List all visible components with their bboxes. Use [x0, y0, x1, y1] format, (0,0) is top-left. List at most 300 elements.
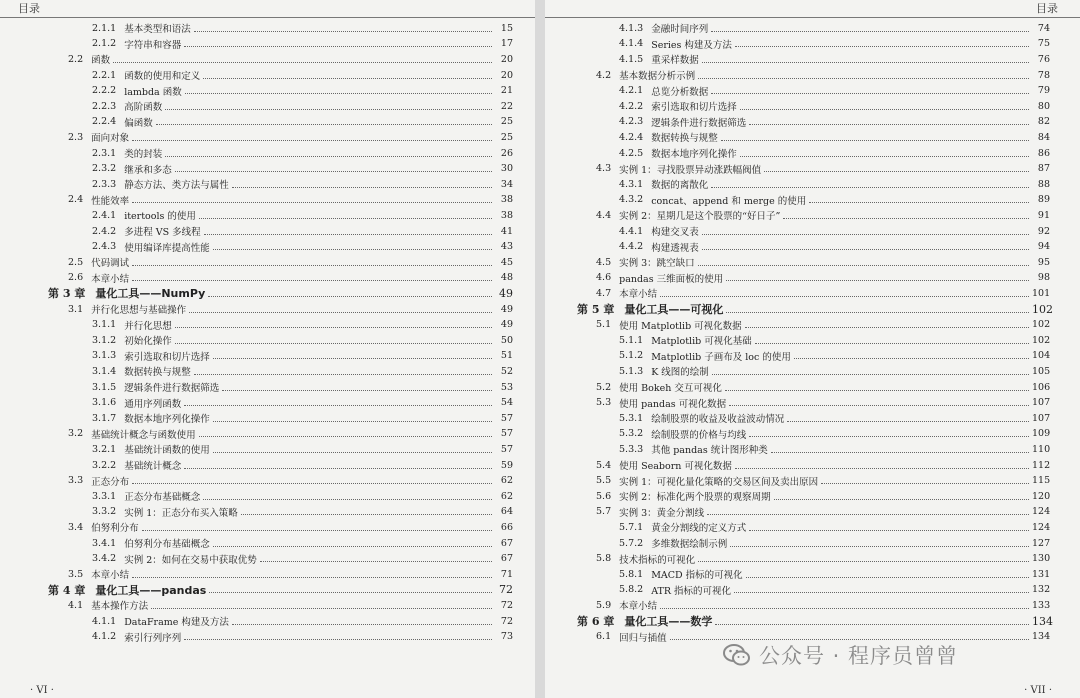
- toc-leader-dots: [749, 530, 1029, 531]
- toc-entry: [596, 317, 1050, 332]
- toc-entry-page: 38: [500, 194, 513, 206]
- toc-entry-number: 2.3: [68, 131, 84, 143]
- toc-entry: [92, 395, 513, 410]
- left-page: [0, 0, 535, 698]
- toc-entry-page: 75: [1037, 38, 1050, 50]
- toc-entry: [92, 115, 513, 130]
- toc-entry-page: 102: [1032, 319, 1051, 331]
- toc-leader-dots: [151, 608, 492, 609]
- toc-entry-number: 2.2: [68, 53, 84, 65]
- toc-entry-page: 72: [499, 583, 513, 597]
- toc-entry-page: 20: [500, 53, 513, 65]
- toc-leader-dots: [132, 202, 492, 203]
- toc-entry-title: 面向对象: [91, 133, 130, 145]
- toc-entry-number: 5.9: [596, 599, 612, 611]
- toc-leader-dots: [735, 468, 1029, 469]
- toc-entry-number: 3.5: [68, 568, 84, 580]
- toc-leader-dots: [241, 514, 492, 515]
- toc-entry-title: 基本操作方法: [91, 601, 149, 613]
- toc-entry: [92, 146, 513, 161]
- toc-leader-dots: [209, 592, 492, 593]
- toc-entry: [92, 551, 513, 566]
- toc-leader-dots: [711, 93, 1029, 94]
- toc-leader-dots: [175, 327, 492, 328]
- toc-entry: [92, 505, 513, 520]
- toc-entry-title: 量化工具——pandas: [95, 583, 207, 597]
- toc-entry: [619, 364, 1050, 379]
- toc-leader-dots: [185, 93, 492, 94]
- toc-entry-number: 3.1.4: [92, 365, 117, 377]
- toc-entry: [619, 52, 1050, 67]
- toc-entry-number: 5.1.3: [619, 365, 644, 377]
- toc-leader-dots: [712, 374, 1029, 375]
- toc-entry: [619, 83, 1050, 98]
- toc-leader-dots: [711, 187, 1029, 188]
- toc-entry-title: 总览分析数据: [651, 86, 709, 98]
- toc-entry-title: 多进程 VS 多线程: [124, 227, 201, 239]
- toc-entry-title: DataFrame 构建及方法: [124, 617, 229, 629]
- toc-leader-dots: [794, 358, 1029, 359]
- toc-entry-page: 59: [500, 459, 513, 471]
- toc-entry-number: 5.1: [596, 319, 612, 331]
- toc-entry: [596, 551, 1050, 566]
- toc-entry-title: 使用 Bokeh 交互可视化: [619, 383, 722, 395]
- watermark: [723, 640, 958, 670]
- toc-chapter-entry: [48, 286, 513, 301]
- toc-entry-title: Series 构建及方法: [651, 39, 732, 51]
- toc-entry-title: 通用序列函数: [124, 398, 182, 410]
- toc-entry-number: 3.1.3: [92, 350, 117, 362]
- toc-entry: [92, 161, 513, 176]
- toc-entry-number: 4.1.4: [619, 38, 644, 50]
- toc-leader-dots: [189, 312, 492, 313]
- toc-leader-dots: [740, 156, 1029, 157]
- toc-entry-number: 4.1.5: [619, 53, 644, 65]
- toc-entry-page: 57: [500, 443, 513, 455]
- toc-entry: [92, 177, 513, 192]
- toc-entry-number: 第 5 章: [577, 303, 615, 317]
- toc-leader-dots: [260, 561, 492, 562]
- toc-entry: [68, 520, 513, 535]
- toc-entry-page: 17: [500, 38, 513, 50]
- toc-entry-page: 124: [1032, 506, 1051, 518]
- toc-entry-number: 4.5: [596, 256, 612, 268]
- toc-entry-page: 133: [1032, 599, 1051, 611]
- toc-leader-dots: [165, 109, 492, 110]
- toc-leader-dots: [726, 280, 1029, 281]
- toc-chapter-entry: [577, 302, 1053, 317]
- toc-entry-page: 53: [500, 381, 513, 393]
- toc-entry-page: 92: [1037, 225, 1050, 237]
- toc-entry-number: 2.6: [68, 272, 84, 284]
- toc-entry-page: 101: [1032, 287, 1051, 299]
- toc-entry-page: 15: [500, 22, 513, 34]
- toc-entry-title: ATR 指标的可视化: [651, 585, 732, 597]
- toc-leader-dots: [809, 202, 1029, 203]
- toc-entry: [596, 380, 1050, 395]
- toc-leader-dots: [702, 234, 1029, 235]
- toc-entry-number: 4.1.1: [92, 615, 117, 627]
- left-page-footer: · VI ·: [30, 685, 54, 696]
- toc-entry: [619, 567, 1050, 582]
- toc-entry-title: 并行化思想: [124, 320, 172, 332]
- toc-entry-title: 数据转换与规整: [124, 367, 191, 379]
- toc-entry-title: 本章小结: [619, 601, 658, 613]
- toc-entry-page: 115: [1032, 475, 1051, 487]
- toc-entry-number: 5.6: [596, 490, 612, 502]
- toc-entry-page: 107: [1032, 397, 1051, 409]
- toc-entry-title: 构建透视表: [651, 242, 699, 254]
- toc-leader-dots: [203, 499, 492, 500]
- toc-entry-title: 实例 2：如何在交易中获取优势: [124, 554, 257, 566]
- toc-entry-page: 130: [1032, 553, 1051, 565]
- toc-entry-title: 使用编译库提高性能: [124, 242, 210, 254]
- toc-leader-dots: [711, 31, 1029, 32]
- toc-entry-page: 62: [500, 490, 513, 502]
- toc-entry: [596, 505, 1050, 520]
- toc-entry-number: 2.2.1: [92, 69, 117, 81]
- toc-entry: [68, 255, 513, 270]
- toc-entry-number: 5.1.2: [619, 350, 644, 362]
- toc-entry-number: 4.7: [596, 287, 612, 299]
- toc-entry-title: 并行化思想与基础操作: [91, 305, 187, 317]
- toc-entry-page: 76: [1037, 53, 1050, 65]
- toc-entry: [619, 349, 1050, 364]
- toc-entry: [92, 442, 513, 457]
- toc-leader-dots: [783, 218, 1029, 219]
- toc-entry-title: 绘制股票的价格与均线: [651, 429, 747, 441]
- toc-leader-dots: [740, 109, 1029, 110]
- toc-entry: [92, 21, 513, 36]
- toc-entry-number: 3.2.2: [92, 459, 117, 471]
- toc-entry-page: 107: [1032, 412, 1051, 424]
- toc-entry-page: 109: [1032, 428, 1051, 440]
- toc-entry: [619, 99, 1050, 114]
- toc-entry-number: 3.1.7: [92, 412, 117, 424]
- toc-entry: [92, 68, 513, 83]
- toc-chapter-entry: [577, 614, 1053, 629]
- toc-entry-page: 21: [500, 85, 513, 97]
- toc-entry: [92, 83, 513, 98]
- toc-leader-dots: [734, 592, 1029, 593]
- toc-entry: [68, 427, 513, 442]
- toc-leader-dots: [749, 436, 1029, 437]
- toc-entry: [596, 286, 1050, 301]
- toc-entry-title: 代码调试: [91, 258, 130, 270]
- toc-entry: [619, 193, 1050, 208]
- toc-entry-page: 87: [1037, 163, 1050, 175]
- toc-leader-dots: [774, 499, 1029, 500]
- toc-entry-page: 78: [1037, 69, 1050, 81]
- toc-leader-dots: [729, 405, 1029, 406]
- toc-leader-dots: [702, 249, 1029, 250]
- toc-entry-title: 使用 Seaborn 可视化数据: [619, 461, 732, 473]
- toc-leader-dots: [821, 483, 1029, 484]
- toc-entry-title: 正态分布基础概念: [124, 492, 201, 504]
- toc-entry-page: 98: [1037, 272, 1050, 284]
- toc-entry-number: 2.4.2: [92, 225, 117, 237]
- toc-entry-title: Matplotlib 可视化基础: [651, 336, 752, 348]
- toc-entry-title: 实例 1：寻找股票异动涨跌幅阀值: [619, 164, 762, 176]
- toc-entry-number: 3.1.1: [92, 319, 117, 331]
- toc-leader-dots: [199, 436, 492, 437]
- toc-leader-dots: [175, 171, 492, 172]
- toc-leader-dots: [787, 421, 1029, 422]
- toc-entry: [68, 598, 513, 613]
- toc-leader-dots: [199, 218, 492, 219]
- toc-entry: [596, 598, 1050, 613]
- toc-entry-number: 4.1.2: [92, 631, 117, 643]
- toc-entry-page: 112: [1032, 459, 1051, 471]
- toc-entry: [619, 21, 1050, 36]
- toc-entry-title: 基础统计概念与函数使用: [91, 429, 196, 441]
- toc-entry-page: 134: [1032, 631, 1051, 643]
- toc-entry-page: 20: [500, 69, 513, 81]
- toc-entry: [68, 271, 513, 286]
- toc-entry-page: 71: [500, 568, 513, 580]
- toc-leader-dots: [213, 546, 492, 547]
- toc-entry: [619, 224, 1050, 239]
- toc-entry-page: 51: [500, 350, 513, 362]
- toc-entry-number: 2.5: [68, 256, 84, 268]
- toc-leader-dots: [213, 452, 492, 453]
- toc-entry-page: 49: [500, 303, 513, 315]
- toc-entry-number: 3.2: [68, 428, 84, 440]
- toc-entry-title: 黄金分割线的定义方式: [651, 523, 747, 535]
- toc-entry-number: 5.3: [596, 397, 612, 409]
- toc-leader-dots: [132, 280, 492, 281]
- toc-entry-title: 基础统计函数的使用: [124, 445, 210, 457]
- toc-entry-page: 57: [500, 412, 513, 424]
- toc-entry-page: 26: [500, 147, 513, 159]
- toc-entry: [596, 161, 1050, 176]
- left-header-rule: [0, 17, 535, 18]
- toc-entry-page: 48: [500, 272, 513, 284]
- toc-entry-page: 49: [499, 286, 513, 300]
- toc-leader-dots: [698, 265, 1029, 266]
- toc-entry: [92, 239, 513, 254]
- toc-entry: [619, 130, 1050, 145]
- toc-chapter-entry: [48, 583, 513, 598]
- toc-entry-number: 4.2.4: [619, 131, 644, 143]
- toc-entry-title: 继承和多态: [124, 164, 172, 176]
- toc-leader-dots: [232, 187, 492, 188]
- toc-entry-page: 106: [1032, 381, 1051, 393]
- toc-entry-page: 38: [500, 209, 513, 221]
- toc-entry-title: 重采样数据: [651, 55, 699, 67]
- toc-entry-title: 量化工具——数学: [624, 615, 713, 629]
- toc-entry-number: 3.2.1: [92, 443, 117, 455]
- toc-entry-number: 3.4.2: [92, 553, 117, 565]
- toc-entry: [92, 333, 513, 348]
- toc-entry-number: 4.3.1: [619, 178, 644, 190]
- toc-entry-title: 偏函数: [124, 117, 153, 129]
- toc-leader-dots: [194, 374, 492, 375]
- toc-leader-dots: [204, 234, 492, 235]
- toc-leader-dots: [660, 608, 1029, 609]
- toc-leader-dots: [771, 452, 1029, 453]
- toc-entry: [68, 130, 513, 145]
- toc-entry-title: 类的封装: [124, 149, 163, 161]
- toc-entry-title: 实例 3：黄金分割线: [619, 507, 705, 519]
- toc-entry-number: 2.3.2: [92, 163, 117, 175]
- toc-entry-number: 2.2.4: [92, 116, 117, 128]
- toc-entry-number: 5.3.1: [619, 412, 644, 424]
- toc-entry: [92, 536, 513, 551]
- toc-entry-title: 基本数据分析示例: [619, 71, 696, 83]
- toc-leader-dots: [745, 327, 1029, 328]
- toc-entry-title: 逻辑条件进行数据筛选: [651, 117, 747, 129]
- toc-entry: [92, 37, 513, 52]
- toc-entry-number: 4.1.3: [619, 22, 644, 34]
- toc-entry: [92, 614, 513, 629]
- toc-entry: [92, 224, 513, 239]
- toc-entry: [619, 583, 1050, 598]
- toc-entry-page: 22: [500, 100, 513, 112]
- toc-entry-number: 3.1.6: [92, 397, 117, 409]
- toc-entry-number: 2.1.1: [92, 22, 117, 34]
- toc-entry-page: 49: [500, 319, 513, 331]
- toc-entry: [92, 380, 513, 395]
- toc-leader-dots: [735, 46, 1029, 47]
- toc-entry-title: 基本类型和语法: [124, 24, 191, 36]
- toc-leader-dots: [175, 343, 492, 344]
- toc-entry: [619, 177, 1050, 192]
- toc-entry: [68, 473, 513, 488]
- right-page-footer: · VII ·: [1024, 685, 1052, 696]
- toc-entry-title: 本章小结: [619, 289, 658, 301]
- toc-entry-title: 构建交叉表: [651, 227, 699, 239]
- toc-entry-title: 函数: [91, 55, 111, 67]
- toc-entry-title: 正态分布: [91, 476, 130, 488]
- toc-leader-dots: [184, 46, 492, 47]
- toc-entry-number: 6.1: [596, 631, 612, 643]
- toc-entry-number: 5.2: [596, 381, 612, 393]
- toc-leader-dots: [698, 78, 1029, 79]
- toc-entry: [619, 115, 1050, 130]
- toc-entry-number: 2.2.3: [92, 100, 117, 112]
- toc-entry-title: concat、append 和 merge 的使用: [651, 195, 807, 207]
- toc-entry-title: 实例 1：可视化量化策略的交易区间及卖出原因: [619, 476, 819, 488]
- toc-entry: [68, 302, 513, 317]
- toc-leader-dots: [132, 140, 492, 141]
- toc-leader-dots: [726, 312, 1029, 313]
- toc-entry-page: 132: [1032, 584, 1051, 596]
- toc-entry-title: 金融时间序列: [651, 24, 709, 36]
- toc-entry-page: 45: [500, 256, 513, 268]
- toc-entry-title: 函数的使用和定义: [124, 71, 201, 83]
- toc-entry-page: 79: [1037, 85, 1050, 97]
- toc-entry-number: 2.1.2: [92, 38, 117, 50]
- toc-entry-number: 4.3: [596, 163, 612, 175]
- wechat-icon: [723, 643, 751, 667]
- toc-leader-dots: [749, 124, 1029, 125]
- toc-leader-dots: [730, 546, 1029, 547]
- toc-entry-title: lambda 函数: [124, 86, 182, 98]
- toc-entry-number: 3.4.1: [92, 537, 117, 549]
- toc-entry-page: 95: [1037, 256, 1050, 268]
- toc-entry-page: 62: [500, 475, 513, 487]
- toc-entry: [92, 364, 513, 379]
- toc-entry-number: 5.4: [596, 459, 612, 471]
- toc-entry-page: 50: [500, 334, 513, 346]
- toc-entry-page: 74: [1037, 22, 1050, 34]
- toc-entry-number: 第 4 章: [48, 583, 86, 597]
- toc-entry-number: 第 6 章: [577, 615, 615, 629]
- toc-entry-number: 4.2.3: [619, 116, 644, 128]
- toc-entry-number: 4.2.5: [619, 147, 644, 159]
- toc-entry-title: 其他 pandas 统计图形种类: [651, 445, 768, 457]
- toc-entry-page: 72: [500, 599, 513, 611]
- toc-entry-number: 4.4.2: [619, 241, 644, 253]
- toc-leader-dots: [213, 249, 492, 250]
- toc-entry-page: 89: [1037, 194, 1050, 206]
- toc-entry-page: 120: [1032, 490, 1051, 502]
- toc-entry: [596, 458, 1050, 473]
- toc-leader-dots: [213, 421, 492, 422]
- toc-entry-title: 初始化操作: [124, 336, 172, 348]
- right-page: [545, 0, 1080, 698]
- toc-entry: [92, 349, 513, 364]
- toc-entry-page: 57: [500, 428, 513, 440]
- toc-entry: [596, 395, 1050, 410]
- toc-entry-number: 4.2.1: [619, 85, 644, 97]
- toc-entry-title: 使用 pandas 可视化数据: [619, 398, 727, 410]
- toc-entry-number: 2.4.3: [92, 241, 117, 253]
- toc-entry-title: 使用 Matplotlib 可视化数据: [619, 320, 742, 332]
- toc-leader-dots: [232, 624, 492, 625]
- toc-entry-page: 25: [500, 116, 513, 128]
- toc-entry-number: 2.3.3: [92, 178, 117, 190]
- toc-entry-number: 5.5: [596, 475, 612, 487]
- toc-entry-title: 伯努利分布基础概念: [124, 539, 210, 551]
- toc-entry-page: 67: [500, 553, 513, 565]
- toc-leader-dots: [203, 78, 492, 79]
- toc-entry-title: 数据的离散化: [651, 180, 709, 192]
- toc-leader-dots: [113, 62, 492, 63]
- toc-entry: [92, 458, 513, 473]
- toc-entry-title: 静态方法、类方法与属性: [124, 180, 229, 192]
- toc-entry-title: 索引选取和切片选择: [651, 102, 737, 114]
- toc-entry-page: 52: [500, 365, 513, 377]
- toc-entry-title: MACD 指标的可视化: [651, 570, 743, 582]
- toc-leader-dots: [194, 31, 492, 32]
- toc-entry: [68, 567, 513, 582]
- toc-entry-number: 5.7.2: [619, 537, 644, 549]
- toc-leader-dots: [132, 265, 492, 266]
- toc-entry-number: 4.1: [68, 599, 84, 611]
- toc-entry-title: 实例 2：标准化两个股票的观察周期: [619, 492, 771, 504]
- toc-entry-number: 3.3.1: [92, 490, 117, 502]
- toc-entry-page: 41: [500, 225, 513, 237]
- toc-entry-number: 3.1: [68, 303, 84, 315]
- toc-entry: [619, 411, 1050, 426]
- toc-entry-number: 5.8.2: [619, 584, 644, 596]
- toc-entry-page: 34: [500, 178, 513, 190]
- toc-entry-page: 124: [1032, 521, 1051, 533]
- toc-entry-title: 回归与插值: [619, 632, 667, 644]
- toc-entry-title: 索引行列序列: [124, 632, 182, 644]
- toc-leader-dots: [715, 624, 1029, 625]
- toc-entry: [619, 37, 1050, 52]
- toc-entry-number: 4.2.2: [619, 100, 644, 112]
- toc-entry-title: 绘制股票的收益及收益波动情况: [651, 414, 785, 426]
- toc-entry-title: 多维数据绘制示例: [651, 539, 728, 551]
- toc-entry-number: 2.4.1: [92, 209, 117, 221]
- toc-entry: [596, 255, 1050, 270]
- toc-entry-title: 实例 3：跳空缺口: [619, 258, 695, 270]
- toc-entry-title: itertools 的使用: [124, 211, 196, 223]
